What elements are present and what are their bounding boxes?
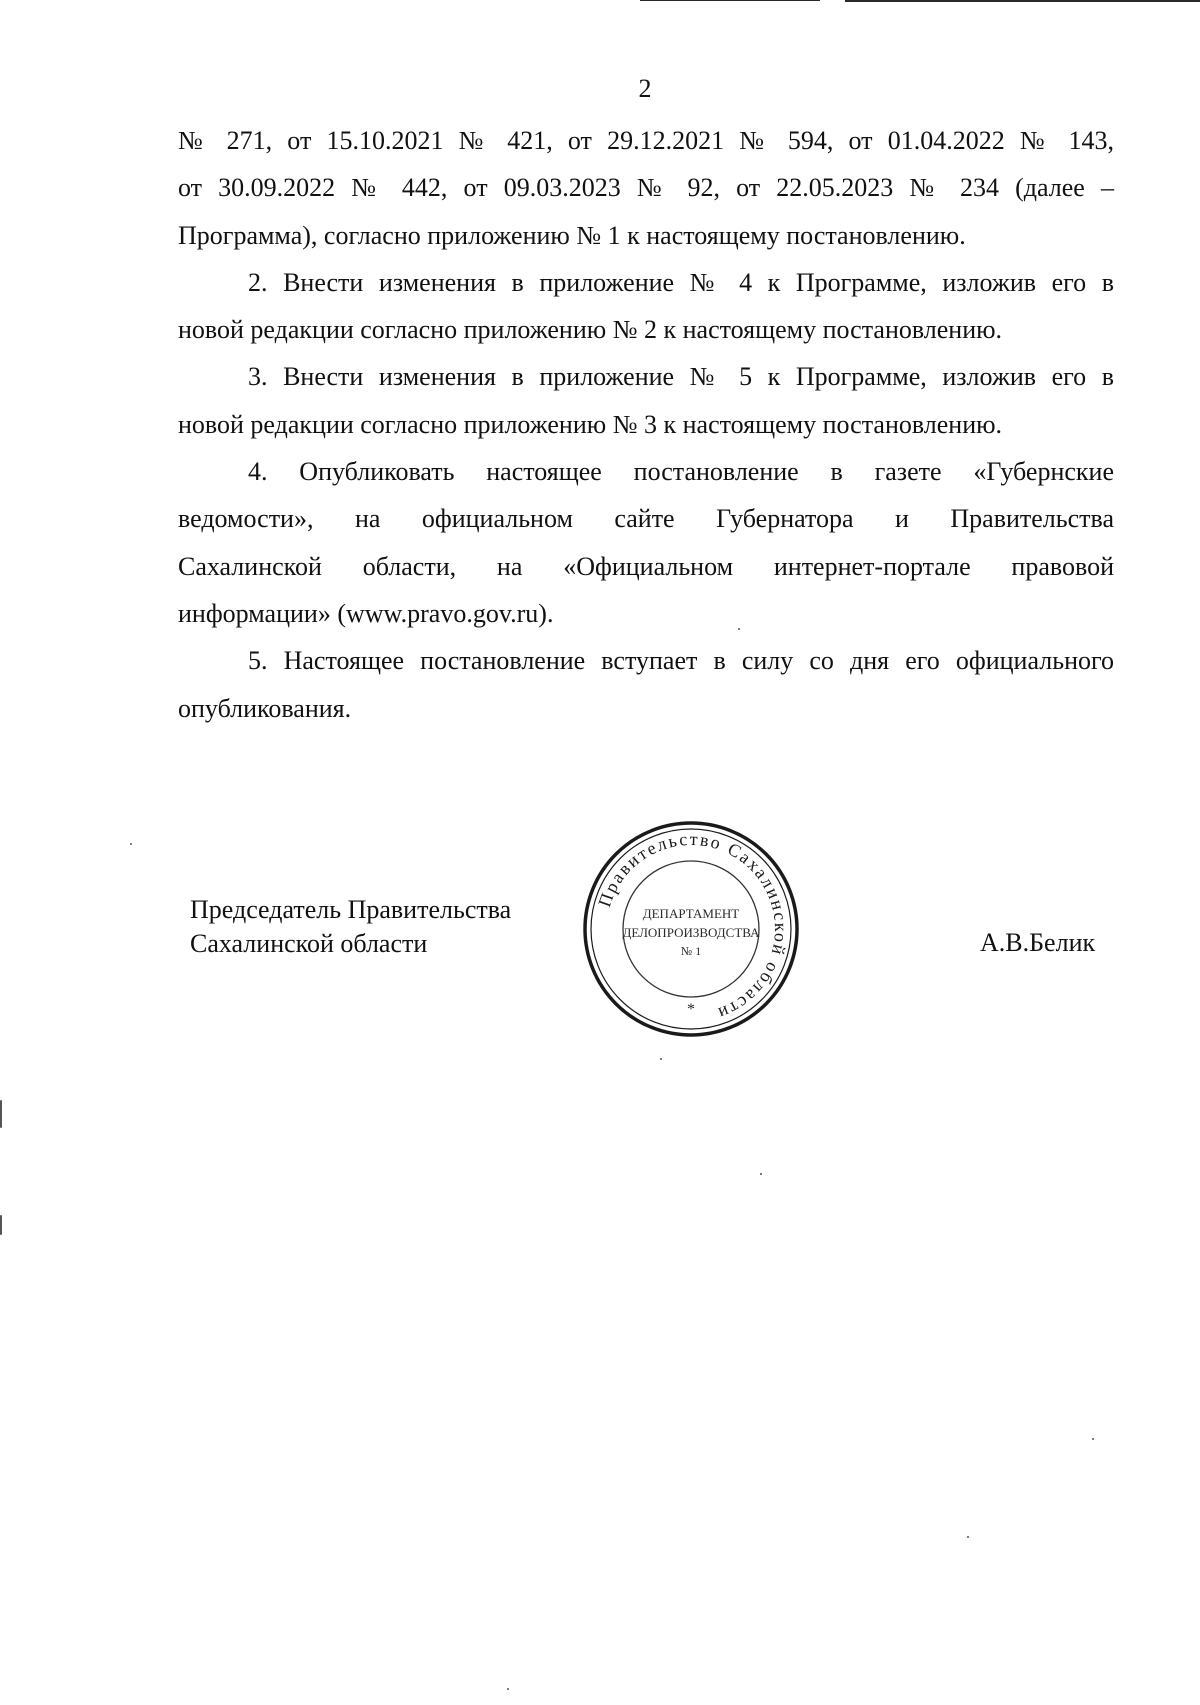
scan-artifact-top-left xyxy=(640,0,820,1)
scan-speck xyxy=(1092,1438,1094,1440)
text-line: ведомости», на официальном сайте Губернатора и Правительства xyxy=(178,504,1114,534)
scan-speck xyxy=(0,1100,2,1128)
text-line: новой редакции согласно приложению № 3 к настоящему постановлению. xyxy=(178,409,1003,439)
signatory-position-line: Председатель Правительства xyxy=(190,895,512,924)
scan-speck xyxy=(967,1536,969,1538)
paragraph-2 xyxy=(178,259,1114,354)
text-line: Программа), согласно приложению № 1 к настоящему постановлению. xyxy=(178,220,966,250)
text-line: от 30.09.2022 № 442, от 09.03.2023 № 92, от 22.05.2023 № 234 (далее – xyxy=(178,173,1114,203)
text-line: 2. Внести изменения в приложение № 4 к Программе, изложив его в xyxy=(248,267,1114,297)
signatory-position xyxy=(190,893,511,961)
text-line: Сахалинской области, на «Официальном интернет-портале правовой xyxy=(178,551,1114,581)
signatory-name: А.В.Белик xyxy=(980,928,1096,957)
scan-speck xyxy=(507,1688,509,1690)
seal-inner-line-2: ДЕЛОПРОИЗВОДСТВА xyxy=(622,925,760,940)
document-body xyxy=(178,117,1114,732)
paragraph-3 xyxy=(178,353,1114,448)
seal-outer-text-path: Правительство Сахалинской области xyxy=(594,828,792,1025)
text-line: 3. Внести изменения в приложение № 5 к Программе, изложив его в xyxy=(248,362,1114,392)
paragraph-1 xyxy=(178,117,1114,259)
text-line: опубликования. xyxy=(178,693,352,723)
text-line: № 271, от 15.10.2021 № 421, от 29.12.2021 № 594, от 01.04.2022 № 143, xyxy=(178,126,1114,155)
text-line: 5. Настоящее постановление вступает в силу со дня его официального xyxy=(248,646,1114,676)
scan-speck xyxy=(738,628,740,630)
text-line: 4. Опубликовать настоящее постановление в газете «Губернские xyxy=(248,457,1114,487)
signatory-position-line: Сахалинской области xyxy=(190,929,428,958)
page-number: 2 xyxy=(638,74,652,103)
scan-speck xyxy=(130,843,132,845)
scan-speck xyxy=(760,1173,762,1175)
scan-speck xyxy=(660,1058,662,1060)
text-line: новой редакции согласно приложению № 2 к настоящему постановлению. xyxy=(178,315,1003,345)
paragraph-5 xyxy=(178,637,1114,732)
official-seal xyxy=(580,818,802,1040)
seal-inner-line-3: № 1 xyxy=(680,944,702,958)
text-line: информации» (www.pravo.gov.ru). xyxy=(178,598,554,628)
seal-inner-line-1: ДЕПАРТАМЕНТ xyxy=(642,906,740,921)
scan-speck xyxy=(0,1215,2,1235)
paragraph-4 xyxy=(178,448,1114,637)
seal-star-icon: * xyxy=(687,1001,695,1018)
scan-artifact-top-right xyxy=(845,0,1200,2)
